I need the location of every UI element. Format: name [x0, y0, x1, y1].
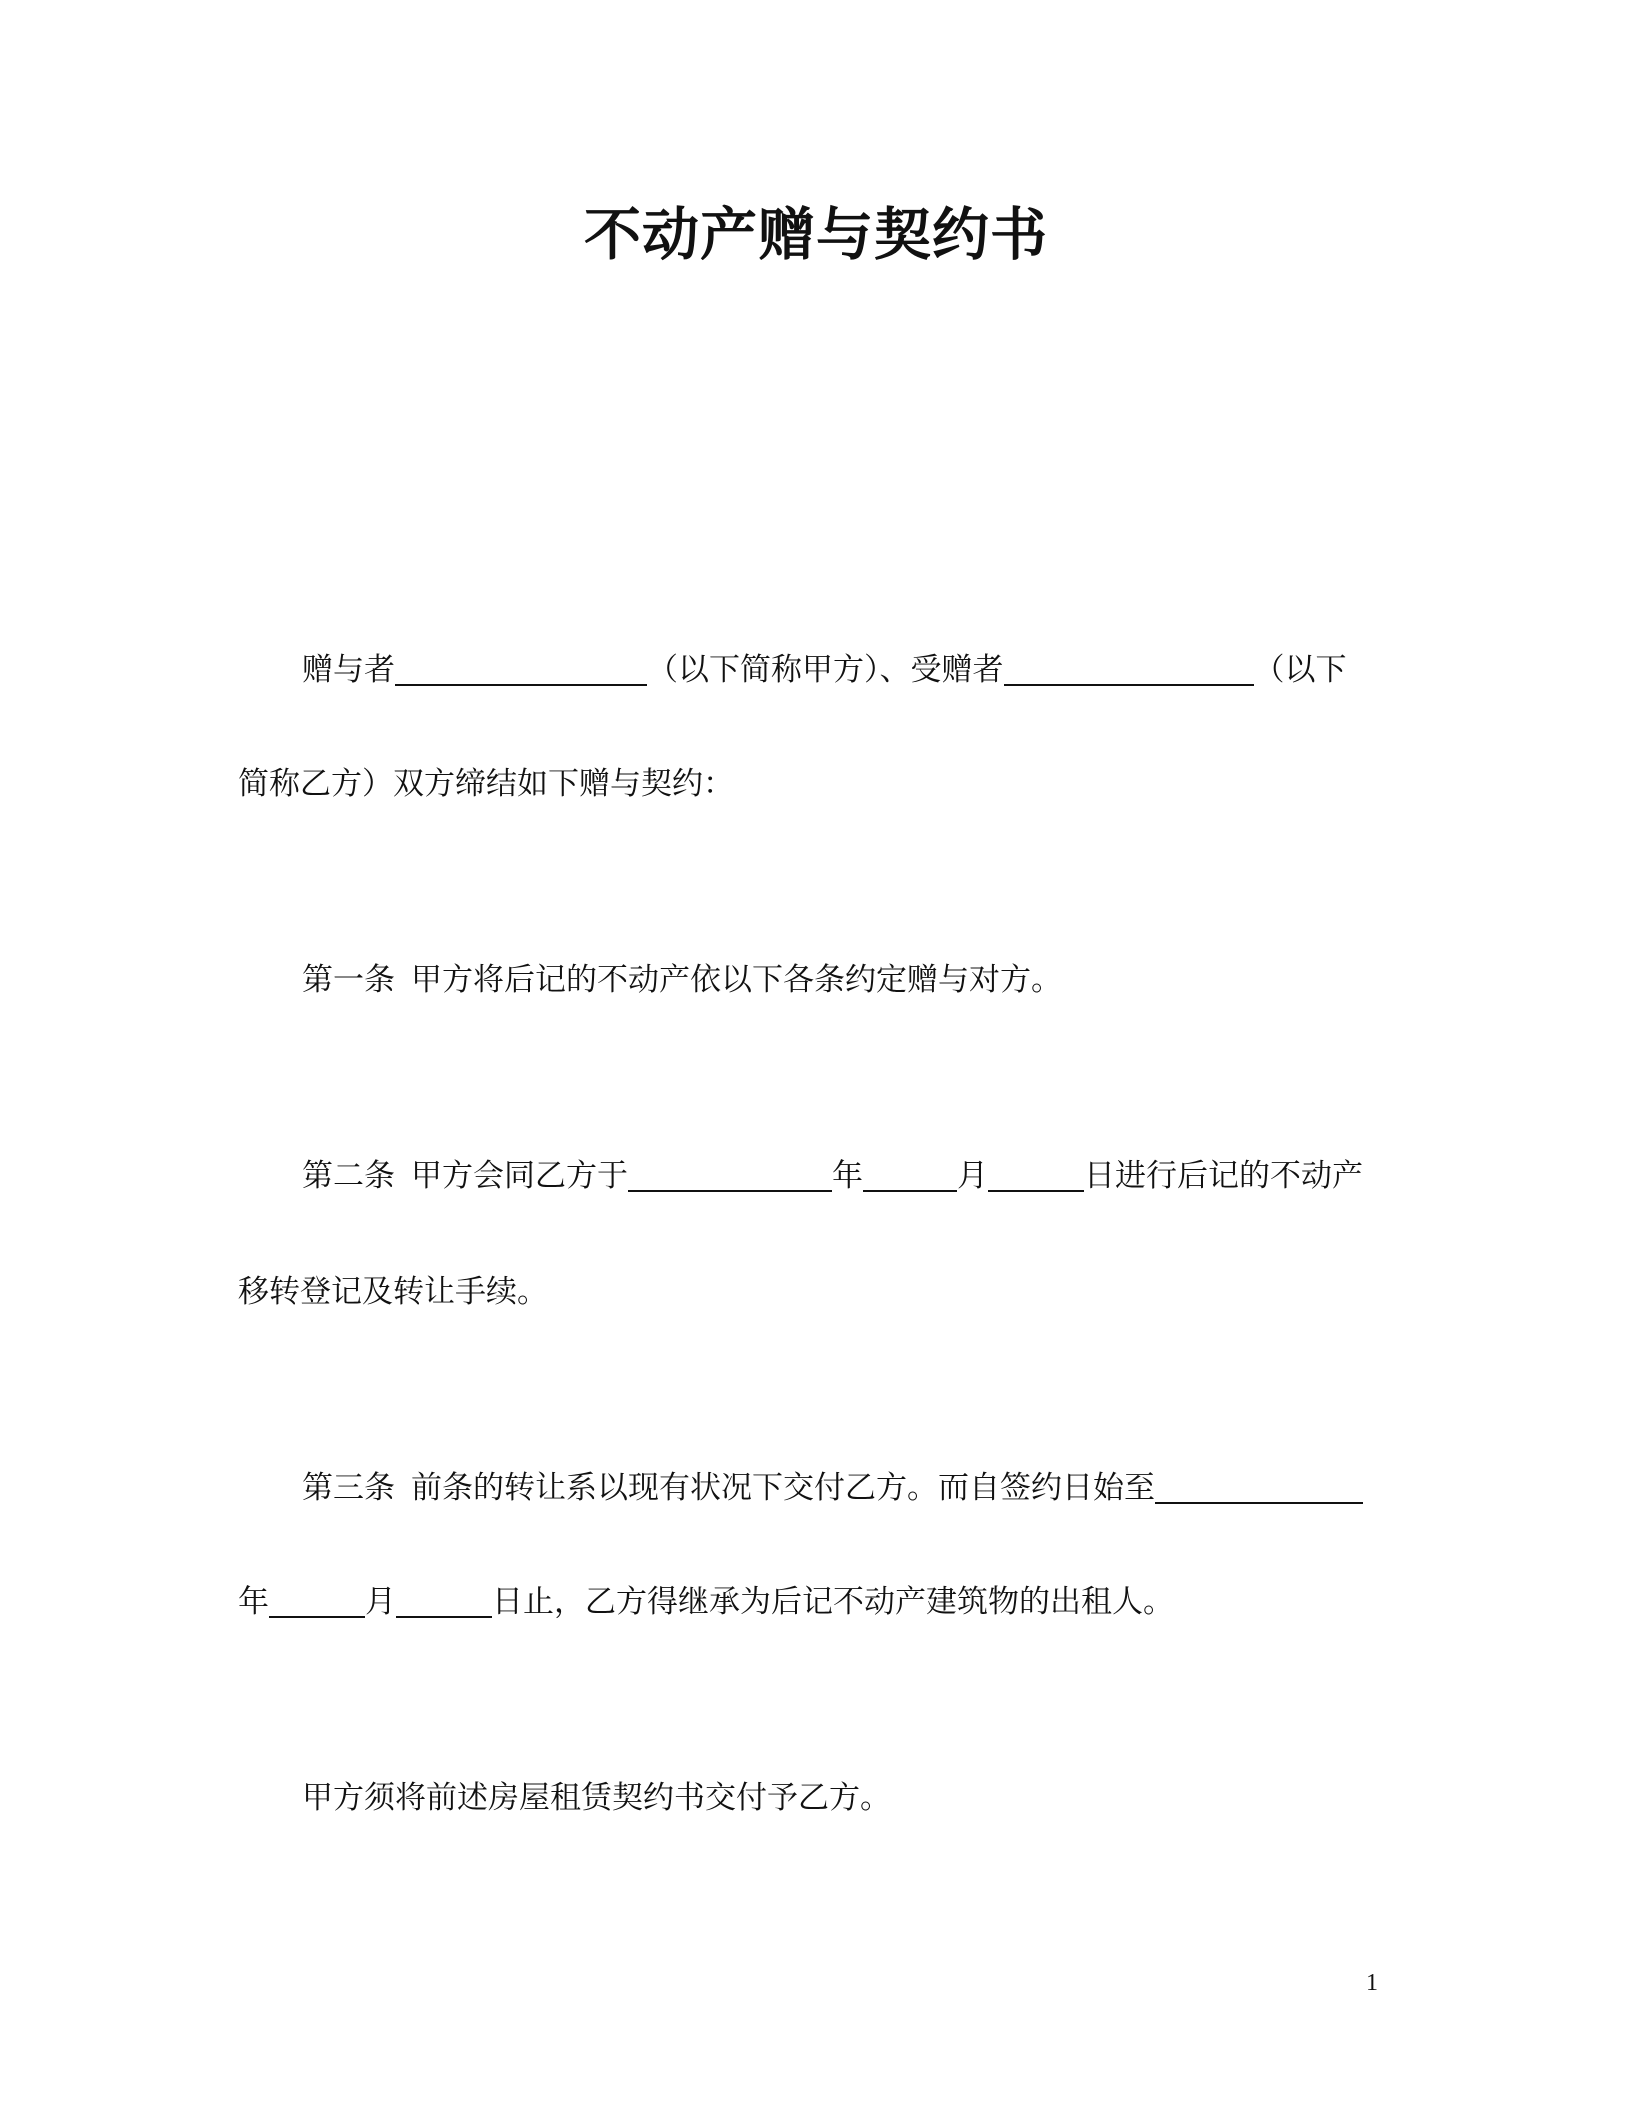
donee-suffix: （以下: [1253, 652, 1347, 688]
article-2-blank-month: [863, 1158, 957, 1192]
article-2-text-b: 日进行后记的不动产: [1084, 1158, 1363, 1194]
donor-suffix: （以下简称甲方）、受赠者: [647, 652, 1004, 688]
article-2-blank-day: [988, 1158, 1084, 1192]
document-title: 不动产赠与契约书: [584, 202, 1048, 268]
article-2-year: 年: [832, 1158, 863, 1194]
article-2-label: 第二条: [302, 1158, 395, 1194]
intro-line-2: 简称乙方）双方缔结如下赠与契约：: [238, 766, 734, 802]
donor-name-blank: [395, 652, 647, 686]
article-2-blank-main: [628, 1158, 832, 1192]
article-2-line-2: 移转登记及转让手续。: [238, 1274, 548, 1310]
article-1-text: 甲方将后记的不动产依以下各条约定赠与对方。: [411, 962, 1062, 998]
article-3-label: 第三条: [302, 1470, 395, 1506]
article-2-month: 月: [957, 1158, 988, 1194]
closing-line: 甲方须将前述房屋租赁契约书交付予乙方。: [302, 1780, 891, 1816]
article-3-blank-day: [396, 1584, 492, 1618]
article-3-year: 年: [238, 1584, 269, 1620]
article-3-blank-month: [269, 1584, 365, 1618]
donee-name-blank: [1004, 652, 1254, 686]
article-3-text-a: 前条的转让系以现有状况下交付乙方。而自签约日始至: [411, 1470, 1155, 1506]
article-3-blank-main: [1155, 1470, 1363, 1504]
article-2-text-a: 甲方会同乙方于: [411, 1158, 628, 1194]
intro-line-1: [302, 648, 1347, 692]
article-3-month: 月: [365, 1584, 396, 1620]
article-1-label: 第一条: [302, 962, 395, 998]
article-2-line-1: [302, 1154, 1363, 1198]
page-number: 1: [1366, 1970, 1378, 1996]
article-1: [302, 958, 1062, 1002]
article-3-line-2: [238, 1580, 1174, 1624]
article-3-line-1: [302, 1466, 1363, 1510]
donor-label: 赠与者: [302, 652, 395, 688]
article-3-text-b: 日止，乙方得继承为后记不动产建筑物的出租人。: [492, 1584, 1174, 1620]
